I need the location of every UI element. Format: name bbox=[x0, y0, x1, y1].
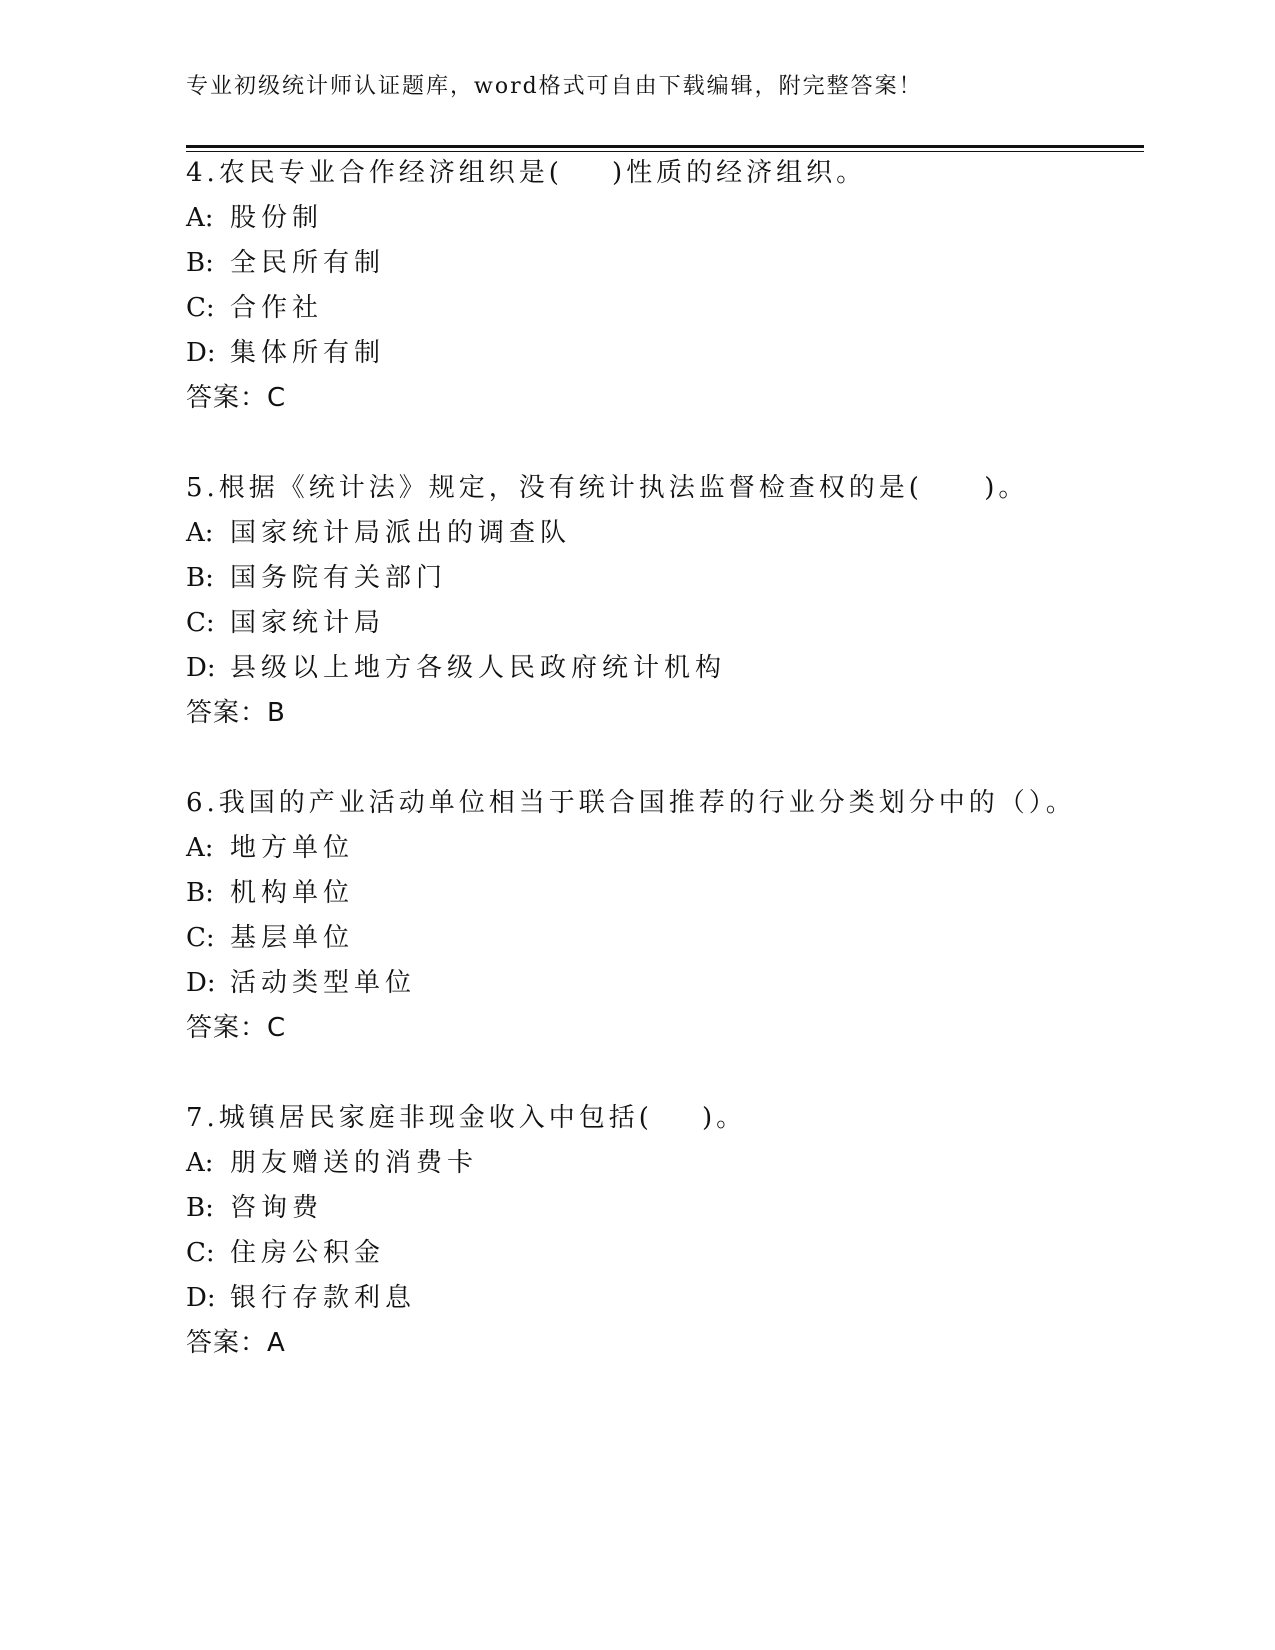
option-text: 咨询费 bbox=[230, 1193, 324, 1223]
option-text: 基层单位 bbox=[230, 923, 355, 953]
option-letter: B: bbox=[186, 1193, 214, 1223]
option-letter: C: bbox=[186, 923, 215, 953]
option-text: 集体所有制 bbox=[230, 338, 386, 368]
answer: 答案：C bbox=[186, 1013, 287, 1043]
option-c bbox=[186, 1231, 1146, 1276]
option-letter: C: bbox=[186, 293, 215, 323]
option-d bbox=[186, 1276, 1146, 1321]
option-d bbox=[186, 646, 1146, 691]
option-text: 活动类型单位 bbox=[230, 968, 417, 998]
option-letter: A: bbox=[186, 833, 214, 863]
option-text: 县级以上地方各级人民政府统计机构 bbox=[230, 653, 727, 683]
option-letter: A: bbox=[186, 518, 214, 548]
question-stem: 7.城镇居民家庭非现金收入中包括( )。 bbox=[186, 1103, 747, 1133]
option-a bbox=[186, 826, 1146, 871]
option-letter: D: bbox=[186, 968, 216, 998]
option-a bbox=[186, 1141, 1146, 1186]
header-divider-thick bbox=[186, 145, 1144, 148]
answer: 答案：A bbox=[186, 1328, 286, 1358]
option-b bbox=[186, 871, 1146, 916]
option-text: 国家统计局派出的调查队 bbox=[230, 518, 572, 548]
option-b bbox=[186, 1186, 1146, 1231]
option-d bbox=[186, 961, 1146, 1006]
question-4 bbox=[186, 151, 1146, 421]
option-a bbox=[186, 196, 1146, 241]
option-c bbox=[186, 601, 1146, 646]
option-text: 朋友赠送的消费卡 bbox=[230, 1148, 479, 1178]
option-letter: C: bbox=[186, 1238, 215, 1268]
question-stem: 5.根据《统计法》规定，没有统计执法监督检查权的是( )。 bbox=[186, 473, 1029, 503]
option-c bbox=[186, 286, 1146, 331]
option-b bbox=[186, 241, 1146, 286]
option-text: 国家统计局 bbox=[230, 608, 386, 638]
option-text: 全民所有制 bbox=[230, 248, 386, 278]
answer: 答案：B bbox=[186, 698, 286, 728]
question-stem: 4.农民专业合作经济组织是( )性质的经济组织。 bbox=[186, 158, 867, 188]
option-text: 合作社 bbox=[230, 293, 324, 323]
option-letter: B: bbox=[186, 563, 214, 593]
option-text: 地方单位 bbox=[230, 833, 355, 863]
option-text: 股份制 bbox=[230, 203, 324, 233]
option-letter: D: bbox=[186, 338, 216, 368]
option-text: 银行存款利息 bbox=[230, 1283, 417, 1313]
option-letter: C: bbox=[186, 608, 215, 638]
option-letter: D: bbox=[186, 653, 216, 683]
option-d bbox=[186, 331, 1146, 376]
option-letter: B: bbox=[186, 878, 214, 908]
answer: 答案：C bbox=[186, 383, 287, 413]
option-c bbox=[186, 916, 1146, 961]
question-7 bbox=[186, 1096, 1146, 1366]
option-text: 住房公积金 bbox=[230, 1238, 386, 1268]
option-a bbox=[186, 511, 1146, 556]
option-text: 国务院有关部门 bbox=[230, 563, 448, 593]
question-6 bbox=[186, 781, 1146, 1051]
option-b bbox=[186, 556, 1146, 601]
option-letter: D: bbox=[186, 1283, 216, 1313]
question-5 bbox=[186, 466, 1146, 736]
option-text: 机构单位 bbox=[230, 878, 355, 908]
option-letter: A: bbox=[186, 1148, 214, 1178]
question-stem: 6.我国的产业活动单位相当于联合国推荐的行业分类划分中的（）。 bbox=[186, 788, 1076, 818]
option-letter: A: bbox=[186, 203, 214, 233]
page-header: 专业初级统计师认证题库，word格式可自由下载编辑，附完整答案！ bbox=[186, 74, 923, 99]
option-letter: B: bbox=[186, 248, 214, 278]
